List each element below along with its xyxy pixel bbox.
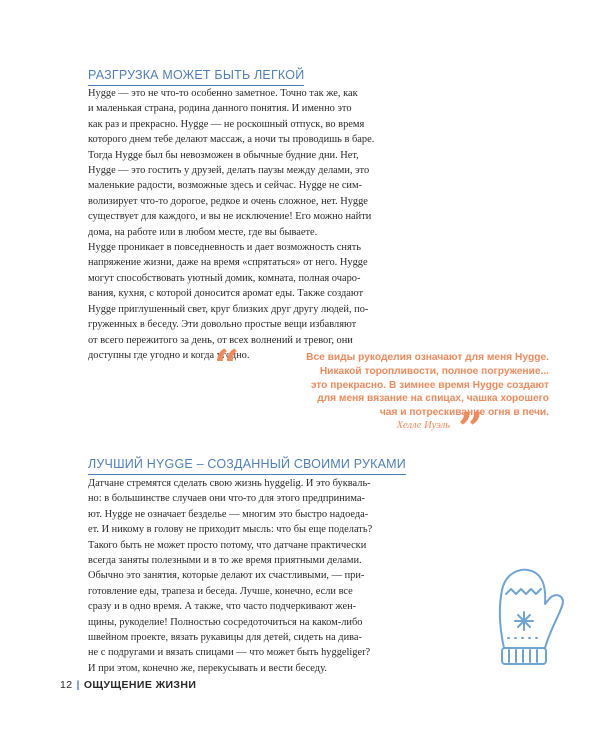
quote-line: Никакой торопливости, полное погружение... xyxy=(319,365,549,377)
text-line: Такого быть не может просто потому, что датчане практически xyxy=(88,539,367,551)
page-number: 12 xyxy=(60,679,73,691)
text-line: ют. Hygge не означает безделье — многим это быстро надоеда- xyxy=(88,508,369,520)
section-heading-handmade: ЛУЧШИЙ HYGGE – СОЗДАННЫЙ СВОИМИ РУКАМИ xyxy=(88,457,406,475)
pull-quote xyxy=(249,351,549,420)
text-line: вания, кухня, с которой доносится аромат еды. Также создают xyxy=(88,288,364,300)
text-line: ет. И никому в голову не приходит мысль: что бы еще поделать? xyxy=(88,524,373,536)
text-line: которого днем тебе делают массаж, а ночи ты проводишь в баре. xyxy=(88,134,375,146)
text-line: но: в большинстве случаев они что-то для этого предпринима- xyxy=(88,493,365,505)
quote-line: для меня вязание на спицах, чашка хорошего xyxy=(317,393,549,405)
open-quote-icon: “ xyxy=(214,341,240,392)
quote-line: это прекрасно. В зимнее время Hygge создают xyxy=(310,379,549,391)
text-line: Тогда Hygge был бы невозможен в обычные будние дни. Нет, xyxy=(88,149,359,161)
text-line: сразу и в одно время. А также, что часто подчеркивают жен- xyxy=(88,601,357,613)
close-quote-icon: ” xyxy=(458,404,484,455)
text-line: могут способствовать уютный домик, комната, полная очаро- xyxy=(88,272,361,284)
quote-line: чая и потрескивание огня в печи. xyxy=(379,407,549,419)
text-line: доступны где угодно и когда угодно. xyxy=(88,349,250,361)
text-line: и маленькая страна, родина данного понятия. И именно это xyxy=(88,103,352,115)
text-line: щины, рукоделие! Полностью сосредоточиться на каком-либо xyxy=(88,616,363,628)
text-line: груженных в беседу. Эти довольно простые вещи избавляют xyxy=(88,319,357,331)
footer-separator: | xyxy=(76,679,80,691)
page-footer xyxy=(60,679,196,691)
knitted-mitten-icon xyxy=(482,560,572,670)
text-line: всегда заняты полезными и в то же время приятными делами. xyxy=(88,555,362,567)
section-heading-unwind: РАЗГРУЗКА МОЖЕТ БЫТЬ ЛЕГКОЙ xyxy=(88,68,304,86)
footer-section-title: ОЩУЩЕНИЕ ЖИЗНИ xyxy=(83,679,197,691)
text-line: волизирует что-то дорогое, редкое и очень сложное, нет. Hygge xyxy=(88,195,368,207)
text-line: Hygge — это гостить у друзей, делать паузы между делами, это xyxy=(88,165,370,177)
text-line: дома, на работе или в любом месте, где вы бываете. xyxy=(88,226,318,238)
text-line: И при этом, конечно же, перекусывать и вести беседу. xyxy=(88,662,327,674)
quote-author: Хелле Иуэль xyxy=(396,420,450,431)
text-line: швейном проекте, вязать рукавицы для детей, сидеть на дива- xyxy=(88,632,362,644)
text-line: не с подругами и вязать спицами — что может быть hyggeliger? xyxy=(88,647,371,659)
text-line: готовление еды, трапеза и беседа. Лучше, конечно, если все xyxy=(88,585,353,597)
text-line: от всего пережитого за день, от всех волнений и тревог, они xyxy=(88,334,353,346)
text-line: Hygge — это не что-то особенно заметное. Точно так же, как xyxy=(88,88,358,99)
text-line: маленькие радости, возможные здесь и сейчас. Hygge не сим- xyxy=(88,180,363,192)
text-line: напряжение жизни, даже на время «спрятаться» от него. Hygge xyxy=(88,257,368,269)
text-line: Датчане стремятся сделать свою жизнь hyggelig. И это букваль- xyxy=(88,478,371,489)
text-line: как раз и прекрасно. Hygge — не роскошный отпуск, во время xyxy=(88,118,365,130)
text-line: Hygge приглушенный свет, круг близких друг другу людей, по- xyxy=(88,303,369,315)
quote-line: Все виды рукоделия означают для меня Hygge. xyxy=(306,352,549,363)
paragraph-handmade xyxy=(88,476,383,676)
text-line: существует для каждого, и вы не исключение! Его можно найти xyxy=(88,211,372,223)
text-line: Hygge проникает в повседневность и дает возможность снять xyxy=(88,242,362,254)
paragraph-unwind xyxy=(88,86,383,363)
text-line: Обычно это занятия, которые делают их счастливыми, — при- xyxy=(88,570,365,582)
